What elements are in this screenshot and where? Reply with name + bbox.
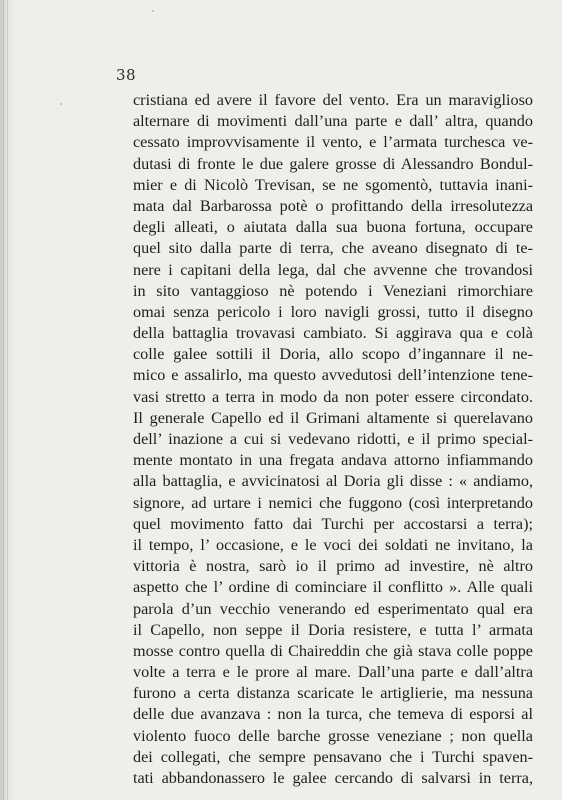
text-line: quel sito dalla parte di terra, che aveano disegnato di te- — [133, 239, 533, 258]
text-line: volte a terra e le prore al mare. Dall’una parte e dall’altra — [133, 663, 533, 682]
text-line: in sito vantaggioso nè potendo i Veneziani rimorchiare — [133, 281, 533, 300]
text-line: mosse contro quella di Chaireddin che già stava colle poppe — [133, 641, 533, 660]
gutter-line — [7, 0, 8, 800]
text-line: mente montato in una fregata andava attorno infiammando — [133, 451, 533, 470]
text-line: dutasi di fronte le due galere grosse di Alessandro Bondul- — [133, 154, 533, 173]
gutter-line — [3, 0, 4, 800]
text-line: Il generale Capello ed il Grimani altamente si querelavano — [133, 408, 533, 427]
text-line: furono a certa distanza scaricate le artiglierie, ma nessuna — [133, 684, 533, 703]
text-line: nere i capitani della lega, dal che avvenne che trovandosi — [133, 260, 533, 279]
text-line: il tempo, l’ occasione, e le voci dei soldati ne invitano, la — [133, 535, 533, 554]
paper-speck — [152, 10, 154, 12]
text-line: degli alleati, o aiutata dalla sua buona fortuna, occupare — [133, 218, 533, 237]
text-line: alla battaglia, e avvicinatosi al Doria gli disse : « andiamo, — [133, 472, 533, 491]
text-line: vittoria è nostra, sarò io il primo ad investire, nè altro — [133, 557, 533, 576]
text-line: dei collegati, che sempre pensavano che i Turchi spaven- — [133, 747, 533, 766]
text-line: cristiana ed avere il favore del vento. Era un maraviglioso — [133, 91, 533, 109]
text-line: della battaglia trovavasi cambiato. Si aggirava qua e colà — [133, 324, 533, 343]
text-line: aspetto che l’ ordine di cominciare il conflitto ». Alle quali — [133, 578, 533, 597]
text-line: delle due avanzava : non la turca, che temeva di esporsi al — [133, 705, 533, 724]
text-line: mier e di Nicolò Trevisan, se ne sgomentò, tuttavia inani- — [133, 175, 533, 194]
text-line: cessato improvvisamente il vento, e l’armata turchesca ve- — [133, 133, 533, 152]
text-line: il Capello, non seppe il Doria resistere, e tutta l’ armata — [133, 620, 533, 639]
text-line: violento fuoco delle barche grosse veneziane ; non quella — [133, 726, 533, 745]
text-line: mata dal Barbarossa potè o profittando della irresolutezza — [133, 196, 533, 215]
text-line: signore, ad urtare i nemici che fuggono (così interpretando — [133, 493, 533, 512]
text-line: parola d’un vecchio venerando ed esperimentato qual era — [133, 599, 533, 618]
text-line: dell’ inazione a cui si vedevano ridotti, e il primo special- — [133, 430, 533, 448]
body-text — [133, 90, 533, 789]
text-line: quel movimento fatto dai Turchi per accostarsi a terra); — [133, 514, 533, 533]
text-line: colle galee sottili il Doria, allo scopo d’ingannare il ne- — [133, 345, 533, 364]
text-line: omai senza pericolo i loro navigli grossi, tutto il disegno — [133, 302, 533, 321]
text-line: alternare di movimenti dall’una parte e dall’ altra, quando — [133, 112, 533, 131]
text-line: tati abbandonassero le galee cercando di salvarsi in terra, — [133, 769, 533, 787]
page-number: 38 — [116, 66, 137, 84]
paper-speck — [60, 103, 62, 105]
text-line: mico e assalirlo, ma questo avvedutosi dell’intenzione tene- — [133, 366, 533, 385]
text-line: vasi stretto a terra in modo da non poter essere circondato. — [133, 387, 533, 406]
